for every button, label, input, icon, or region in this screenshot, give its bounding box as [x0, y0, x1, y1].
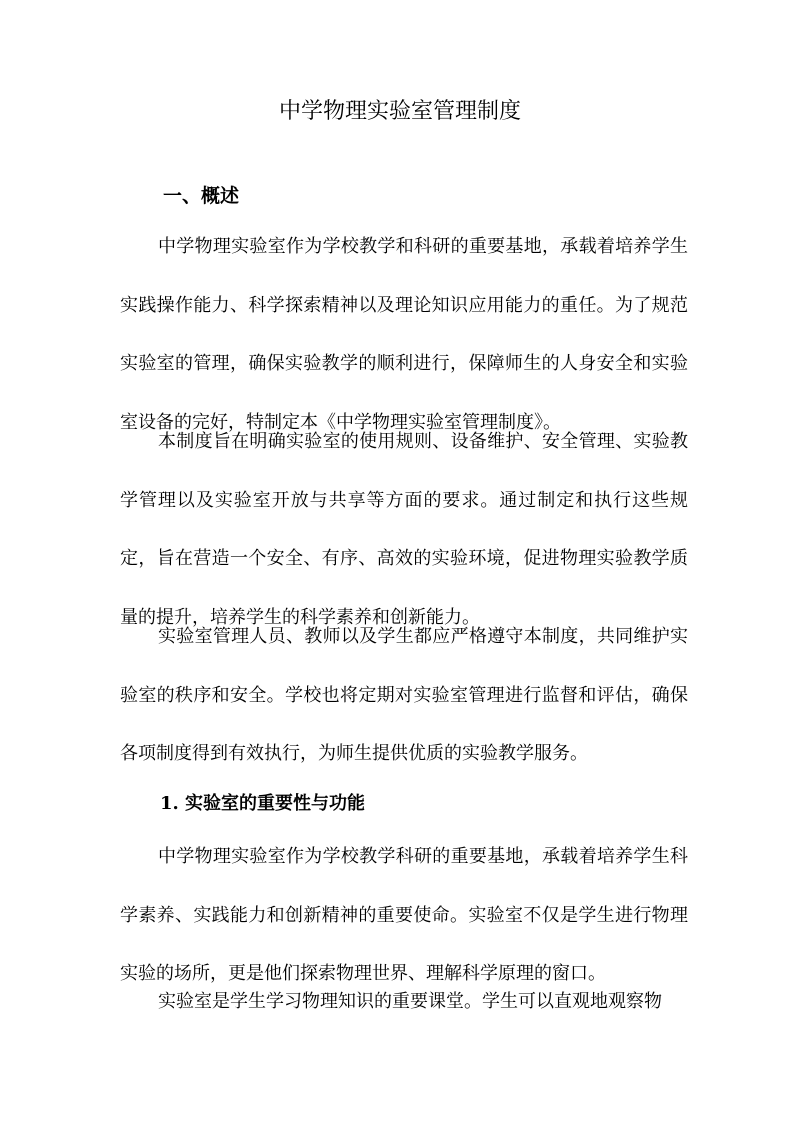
section-heading-overview: 一、概述	[163, 185, 240, 207]
paragraph-overview-1: 中学物理实验室作为学校教学和科研的重要基地，承载着培养学生实践操作能力、科学探索精神以及理论知识应用能力的重任。为了规范实验室的管理，确保实验教学的顺利进行，保障师生的人身安全和实验室设备的完好，特制定本《中学物理实验室管理制度》。	[120, 236, 688, 433]
paragraph-importance-1: 中学物理实验室作为学校教学科研的重要基地，承载着培养学生科学素养、实践能力和创新精神的重要使命。实验室不仅是学生进行物理实验的场所，更是他们探索物理世界、理解科学原理的窗口。	[120, 846, 688, 984]
subsection-heading-importance: 1. 实验室的重要性与功能	[160, 793, 366, 814]
document-title: 中学物理实验室管理制度	[278, 99, 521, 124]
paragraph-overview-3: 实验室管理人员、教师以及学生都应严格遵守本制度，共同维护实验室的秩序和安全。学校也将定期对实验室管理进行监督和评估，确保各项制度得到有效执行，为师生提供优质的实验教学服务。	[120, 626, 688, 764]
paragraph-importance-2: 实验室是学生学习物理知识的重要课堂。学生可以直观地观察物	[158, 991, 662, 1012]
paragraph-overview-2: 本制度旨在明确实验室的使用规则、设备维护、安全管理、实验教学管理以及实验室开放与共享等方面的要求。通过制定和执行这些规定，旨在营造一个安全、有序、高效的实验环境，促进物理实验教学质量的提升，培养学生的科学素养和创新能力。	[120, 431, 688, 628]
